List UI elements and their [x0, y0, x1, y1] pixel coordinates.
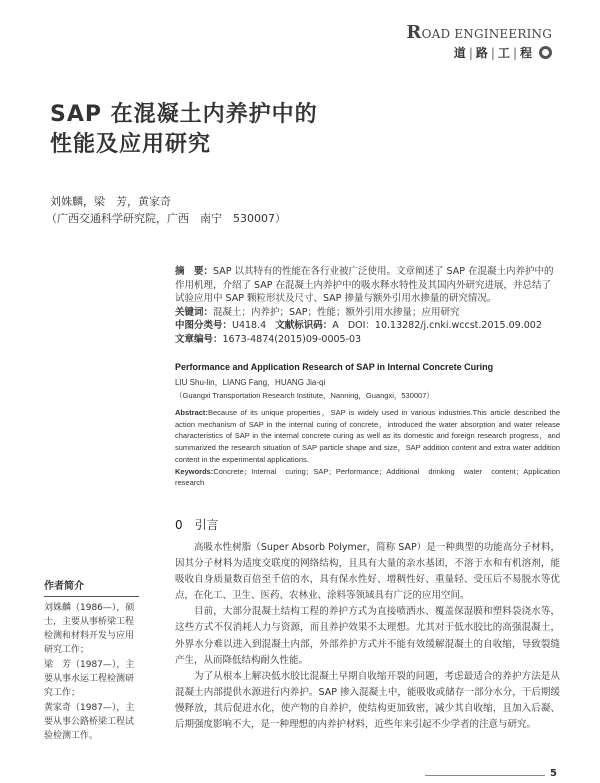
cn-abstract-block [175, 265, 555, 346]
paper-title-line: 性能及应用研究 [50, 132, 212, 157]
paper-title-line: SAP 在混凝土内养护中的 [50, 102, 318, 127]
section-heading [175, 516, 219, 533]
journal-char: 程 [519, 46, 533, 60]
cn-keywords [175, 306, 555, 320]
author-bio-entry: 梁 芳（1987—），主要从事水运工程检测研究工作； [44, 660, 135, 698]
en-title: Performance and Application Research of SAP in Internal Concrete Curing [175, 362, 494, 372]
cn-keywords-label: 关键词： [175, 306, 214, 318]
journal-name-cn: 道 | 路 | 工 | 程 [454, 44, 552, 61]
section-title: 引言 [194, 518, 219, 532]
cn-keywords-text: 混凝土；内养护；SAP；性能；额外引用水掺量；应用研究 [213, 306, 460, 318]
cn-abstract [175, 265, 555, 306]
author-bio-entry: 刘姝麟（1986—），硕士，主要从事桥梁工程检测和材料开发与应用研究工作； [44, 603, 135, 655]
author-bio-title: 作者简介 [44, 580, 139, 597]
journal-char: 工 [497, 46, 511, 60]
cn-abstract-label: 摘 要： [175, 266, 214, 277]
cn-article-number: 文章编号：1673-4874(2015)09-0005-03 [175, 333, 362, 345]
author-bio-sidebar [44, 580, 139, 744]
cn-classification: 中图分类号：U418.4 文献标识码：A DOI：10.13282/j.cnki.wccst.2015.09.002 [175, 320, 542, 331]
doi: 10.13282/j.cnki.wccst.2015.09.002 [374, 320, 542, 331]
journal-char: 路 [475, 46, 489, 60]
body-text [175, 540, 560, 733]
body-paragraph: 为了从根本上解决低水胶比混凝土早期自收缩开裂的问题，考虑最适合的养护方法是从混凝土内部提供水源进行内养护。SAP 掺入混凝土中，能吸收或储存一部分水分，干后期缓慢释放，其后促进水化，使产物的自养护，使结构更加致密，减少其自收缩，且加入后凝、后期强度影响不大，是一种理想的内养护材料，近些年来引起不少学者的注意与研究。 [175, 670, 560, 731]
journal-name-en-rest: OAD ENGINEERING [421, 27, 552, 41]
page-number: 5 [550, 768, 557, 779]
author-bio-entry: 黄家奇（1987—），主要从事公路桥梁工程试验检测工作。 [44, 703, 135, 741]
section-number: 0 [175, 518, 183, 532]
journal-char: 道 [453, 46, 467, 60]
journal-name-en-initial: R [406, 22, 422, 43]
paper-title [50, 100, 318, 160]
en-affiliation: （Guangxi Transportation Research Institute，Nanning，Guangxi，530007） [175, 391, 434, 400]
footer-rule [425, 775, 545, 776]
en-abstract-block [175, 407, 560, 489]
journal-name-en [406, 22, 552, 43]
cn-abstract-text: SAP 以其特有的性能在各行业被广泛使用。文章阐述了 SAP 在混凝土内养护中的作用机理，介绍了 SAP 在混凝土内养护中的吸水释水特性及其国内外研究进展，并总结了试验应用中 SAP 颗粒形状及尺寸、SAP 掺量与额外引用水掺量的研究情况。 [175, 266, 554, 304]
en-authors: LIU Shu-lin，LIANG Fang，HUANG Jia-qi [175, 378, 326, 387]
body-paragraph: 目前，大部分混凝土结构工程的养护方式为直接喷洒水、覆盖保湿膜和塑料袋浇水等，这些方式不仅消耗人力与资源，而且养护效果不太理想。尤其对于低水胶比的高强混凝土，外界水分难以进入到混凝土内部，外部养护方式并不能有效缓解混凝土的自收缩，导致裂缝产生，从而降低结构耐久性能。 [175, 606, 560, 666]
en-abstract: Abstract:Because of its unique properties，SAP is widely used in various industries.This article described the action mechanism of SAP in the internal curing of concrete，introduced the water absorption and water release characteristics of SAP in the internal concrete curing as well as its domestic and foreign research progress，and summarized the research situation of SAP particle shape and size，SAP addition content and extra water addition content in the experimental applications. [175, 408, 560, 464]
body-paragraph: 高吸水性树脂（Super Absorb Polymer，简称 SAP）是一种典型的功能高分子材料，因其分子材料为适度交联度的网络结构，且具有大量的亲水基团，不溶于水和有机溶剂，能吸收自身质量数百倍至千倍的水，具有保水性好、增稠性好、重量轻、受压后不易脱水等优点，在化工、卫生、医药、农林业、涂料等领域具有广泛的应用空间。 [175, 542, 560, 602]
affiliation: （广西交通科学研究院，广西 南宁 530007） [46, 212, 286, 225]
journal-logo-icon [539, 46, 552, 59]
authors: 刘姝麟，梁 芳，黄家奇 [50, 195, 171, 208]
en-keywords: Keywords:Concrete；Internal curing；SAP；Performance；Additional drinking water content；Application research [175, 466, 560, 488]
